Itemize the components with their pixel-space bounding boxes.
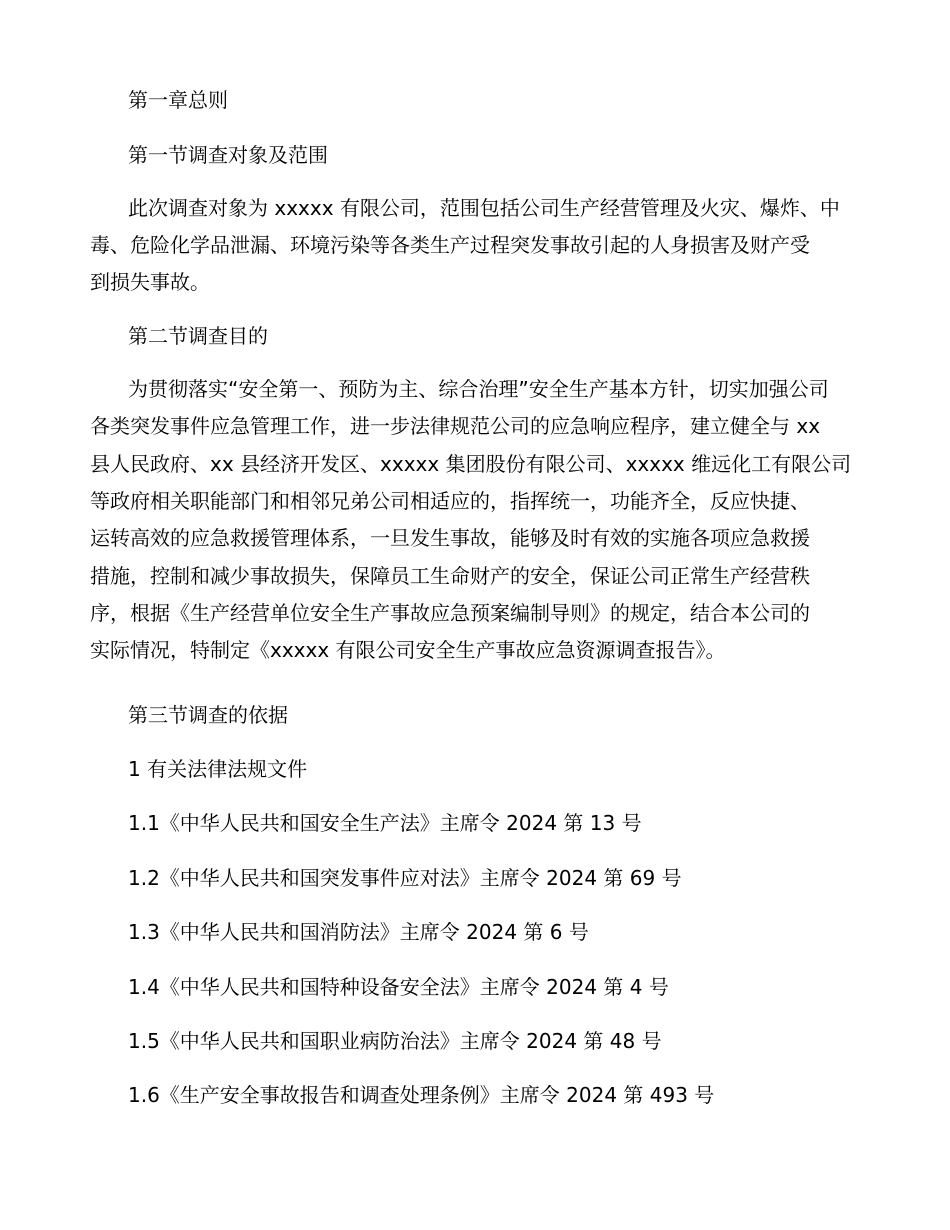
section-2-paragraph-line: 各类突发事件应急管理工作，进一步法律规范公司的应急响应程序，建立健全与 xx [90,414,821,438]
regulation-item: 1.1《中华人民共和国安全生产法》主席令 2024 第 13 号 [128,811,642,835]
section-3-title: 第三节调查的依据 [128,703,288,727]
regulation-item: 1.5《中华人民共和国职业病防治法》主席令 2024 第 48 号 [128,1029,662,1053]
section-2-paragraph-line: 为贯彻落实“安全第一、预防为主、综合治理”安全生产基本方针，切实加强公司 [128,377,829,401]
regulation-item: 1.4《中华人民共和国特种设备安全法》主席令 2024 第 4 号 [128,975,669,999]
section-2-title: 第二节调查目的 [128,324,268,348]
regulation-item: 1.3《中华人民共和国消防法》主席令 2024 第 6 号 [128,920,589,944]
section-3-subtitle: 1 有关法律法规文件 [128,757,308,781]
section-1-title: 第一节调查对象及范围 [128,143,328,167]
regulation-item: 1.6《生产安全事故报告和调查处理条例》主席令 2024 第 493 号 [128,1083,715,1107]
section-2-paragraph-line: 措施，控制和减少事故损失，保障员工生命财产的安全，保证公司正常生产经营秩 [90,564,810,588]
section-2-paragraph-line: 实际情况，特制定《xxxxx 有限公司安全生产事故应急资源调查报告》。 [90,638,726,662]
section-1-paragraph-line: 到损失事故。 [90,270,210,294]
regulation-item: 1.2《中华人民共和国突发事件应对法》主席令 2024 第 69 号 [128,866,682,890]
chapter-title: 第一章总则 [128,88,228,112]
section-2-paragraph-line: 等政府相关职能部门和相邻兄弟公司相适应的，指挥统一，功能齐全，反应快捷、 [90,489,810,513]
section-2-paragraph-line: 序，根据《生产经营单位安全生产事故应急预案编制导则》的规定，结合本公司的 [90,601,810,625]
section-1-paragraph-line: 此次调查对象为 xxxxx 有限公司，范围包括公司生产经营管理及火灾、爆炸、中 [128,196,840,220]
section-1-paragraph-line: 毒、危险化学品泄漏、环境污染等各类生产过程突发事故引起的人身损害及财产受 [90,233,810,257]
section-2-paragraph-line: 运转高效的应急救援管理体系，一旦发生事故，能够及时有效的实施各项应急救援 [90,526,810,550]
section-2-paragraph-line: 县人民政府、xx 县经济开发区、xxxxx 集团股份有限公司、xxxxx 维远化工有限公司 [90,452,852,476]
